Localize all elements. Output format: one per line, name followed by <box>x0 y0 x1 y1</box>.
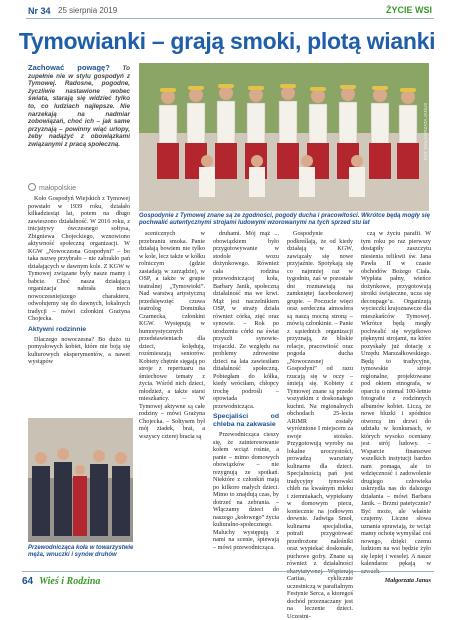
article-lead <box>28 64 130 149</box>
page-footer <box>22 576 100 587</box>
family-photo-caption: Przewodnicząca koła w towarzystwie męża, wnuczki i synów druhów <box>28 545 134 558</box>
family-photo-illustration <box>28 418 133 542</box>
magazine-name: Wieś i Rodzina <box>39 576 101 587</box>
group-photo-illustration <box>139 63 429 211</box>
column-1b-text: Dlaczego nowoczesna? Bo dużo tu pomysłowych kobiet, które nie boją się kulturowych eksperymentów, a nawet wystąpów <box>28 335 130 365</box>
column-1 <box>28 195 130 410</box>
subheading-aktywni: Aktywni rodzinnie <box>28 325 87 333</box>
column-2-text: scenicznych w przebraniu smoka. Panie działają bowiem nie tylko w kole, lecz także w kółku rolniczym (gdzie zasiadają w zarządzie), w OSP, a także w grupie teatralnej „Tymowioki”. Nad warstwą artystyczną przedsięwzięć czuwa teatrolog Dominika Czarnecka, członkini KGW. Występują w humorystycznych przedstawieniach dla dzieci, kolędują, rozśmieszają seniorów. Kobiety chętnie sięgają po stroje z repertuaru na śmiechowe tematy z życia. Wśród nich dzieci, młodzież, a także starsi mieszkańcy. – W Tymowej aktywne są całe rodziny – mówi Grażyna Chojecka. – Sołtysem był mój ziadek, brat, a wszyscy czterej bracia są <box>139 230 205 440</box>
group-photo <box>139 63 429 211</box>
page-header <box>0 0 454 22</box>
column-1-text: Koło Gospodyń Wiejskich z Tymowej powstało w 1939 roku, działało kilkadziesiąt lat, potem na długo zawieszono działalność. W 2016 roku, z inicjatywy ówczesnego sołtysa, Zbigniewa Chojeckiego, wznowiono aktywność społeczną organizacji. W KGW „Nowoczesna Gospodyni” – bo taka nazwę przybrało – nie zabrakło pań działających w dawnym kole. Z KGW w Tymowej związane były nasze mamy i babcie. Choć nasza działającą organizacja nabrała nieco nowoczesniejszego charakteru, odwołujemy się do dawnych, lokalnych tradycji – mówi członkini Grażyna Chojecka. <box>28 195 130 322</box>
footer-divider <box>22 571 434 572</box>
column-5 <box>361 230 431 584</box>
page-number: 64 <box>22 576 34 587</box>
column-5-text: czą w życiu parafii. W tym roku po raz pierwszy dostąpiły zaszczytu niesienia relikwii św. Jana Pawła II w czasie obchodów Bożego Ciała. Wypłata pałny, wieńce dożynkowe, przygotowują stroiki świąteczne, ucza się decoupage’u. Organizują wycieczki krajoznawcze dla mieszkańców Tymowej. Wkrótce będą mogły pochwalić się wyjątkowo pięknymi strojami, na które pozyskały już dotację z Urzędu Marszałkowskiego. Będą to tradycyjne, tymowskie stroje regionalne, projektowane pod okiem etnografa, w oparciu o niemal 100-letnie fotografie z rodzinnych albumów kobiet. Liczą, że nowe bluzki i spódnice otworzą im drzwi do udziału w konkursach, w których wysoko oceniany jest strój ludowy. – Wsparcie finansowe wszelkich instytucji bardzo nam pomaga, ale to wdzięczność i zadowolenie drugiego człowieka uskrzydla nas do dalszego działania – mówi Barbara Janik. – Brzmi patetycznie? Być może, ale właśnie czujemy. Liczne słowa uznania sprawiają, że wciąż mamy ochotę wymyślać coś nowego, dzięki czemu ludziom na wsi będzie żyło się lepiej i weselej. A nasze kalendarze pękają w szwach. <box>361 230 431 575</box>
photo-credit: FOT. MAŁGORZATA JANUS <box>423 102 428 160</box>
location-icon <box>28 183 36 191</box>
family-photo <box>28 418 133 542</box>
article-title: Tymowianki – grają smoki, plotą wianki <box>18 28 436 54</box>
column-3 <box>213 230 279 560</box>
column-4-text: Gospodynie podkreślają, że od kiedy działają w KGW, zawiązały się nowe przyjaźnie. Spotykają się co najmniej raz w tygodniu, zaś w pozostałe dni rozmawiają na zamkniętej facebookowej grupie. – Poczucie więzi oraz serdeczna atmosfera są naszą mocną stroną – mówią członkinie. – Panie z sąsiednich organizacji przyznają, że bliskie relacje, pracowitość oraz pogoda ducha „Nowoczesnej Gospodyni” od razu rzucają się w oczy – śmieją się. Kobiety z Tymowej znane są przede wszystkim z doskonałego kuchni. Na regionalnych obchodach 25-lecia ARiMR zostały wyróżnione I miejscem za swoje stoisko. Przygotowują wyroby na lokalne uroczystości, prowadzą warsztaty kulinarne dla dzieci. Specjalnością pań jest tradycyjny tymowski chleb na kwaśnym mleku i ziemniakach, wypiekany w domowym piecu, koniecznie na jodłowym drewnie. Jadwiga Smoł, kulinarna specjalistka, potrafi przygotować przedrożone naleśniki oraz wypiekać doskonałe, puchowe gofry. Znane są również z działalności charytatywnej. Wspierają Caritas, cyklicznie uczestniczą w parafialnym Festynie Serca, a ktoregoś dochód przeznaczany jest na leczenie dzieci. Uczestni- <box>287 230 353 620</box>
issue-date: 25 sierpnia 2019 <box>58 6 118 15</box>
photo-caption: Gospodynie z Tymowej znane są ze zgodności, pogody ducha i pracowitości. Wkrótce będą mogły się pochwalić autentycznymi strojami ludowymi wzorowanymi na tych sprzed stu lat <box>139 213 430 226</box>
section-name: ŻYCIE WSI <box>385 5 432 15</box>
lead-first: Zachować powagę? <box>28 63 110 72</box>
issue-number: Nr 34 <box>28 6 51 16</box>
lead-text: To zupełnie nie w stylu gospodyń z Tymowej. Radosne, pogodne, życzliwie nastawione wobec świata, starają się widzieć tylko to, co ludziach najlepsze. Nie narzekają na nadmiar zobowiązań, choć ich – jak same przyznają – powinny wiąć urlopy, żeby nadążyć z obowiązkami związanymi z pracą społeczną. <box>28 65 130 148</box>
column-3b-text: Przewodnicząca cieszy się, że zainteresowanie kołem wciąż rośnie, a panie – mimo domowych obowiązków – nie rezygnują ze spotkań. Niektóre z członkiń mają po kilkoro małych dzieci. Mimo to znajdują czas, by dotrzeć na zebrania. – Włączamy dzieci do naszego „kołowego” życia kulturalno-społecznego. Maluchy występują z nami na scenie, śpiewają – mówi przewodnicząca. <box>213 431 279 551</box>
column-3-text: druhami. Mój mąż ... obowiązkiem było przygotowywanie w stodole wozu dożynkowego. Również cała rodzina przewodniczącej koła, Barbary Janik, społeczną działalność ma we krwi. Mąż jest naczelnikiem OSP, w straży działa również córka, zięć oraz synowie. – Rok po urodzeniu córki na świat przyszli synowie-trojaczki. Ze względu na problemy zdrowotne dzieci na lata zawiesiłam działalność społeczną. Pobiegłam do kółka, kiedy wróciłam, chłopcy trochę podrośli – opowiada przewodnicząca. <box>213 230 279 410</box>
region-byline <box>28 183 76 192</box>
author-signature: Małgorzata Janus <box>384 577 431 584</box>
header-divider <box>26 18 434 19</box>
region-label: małopolskie <box>39 185 76 192</box>
subheading-specjalisci: Specjaliści od chleba na zakwasie <box>213 413 279 428</box>
column-4 <box>287 230 353 620</box>
column-2 <box>139 230 205 560</box>
